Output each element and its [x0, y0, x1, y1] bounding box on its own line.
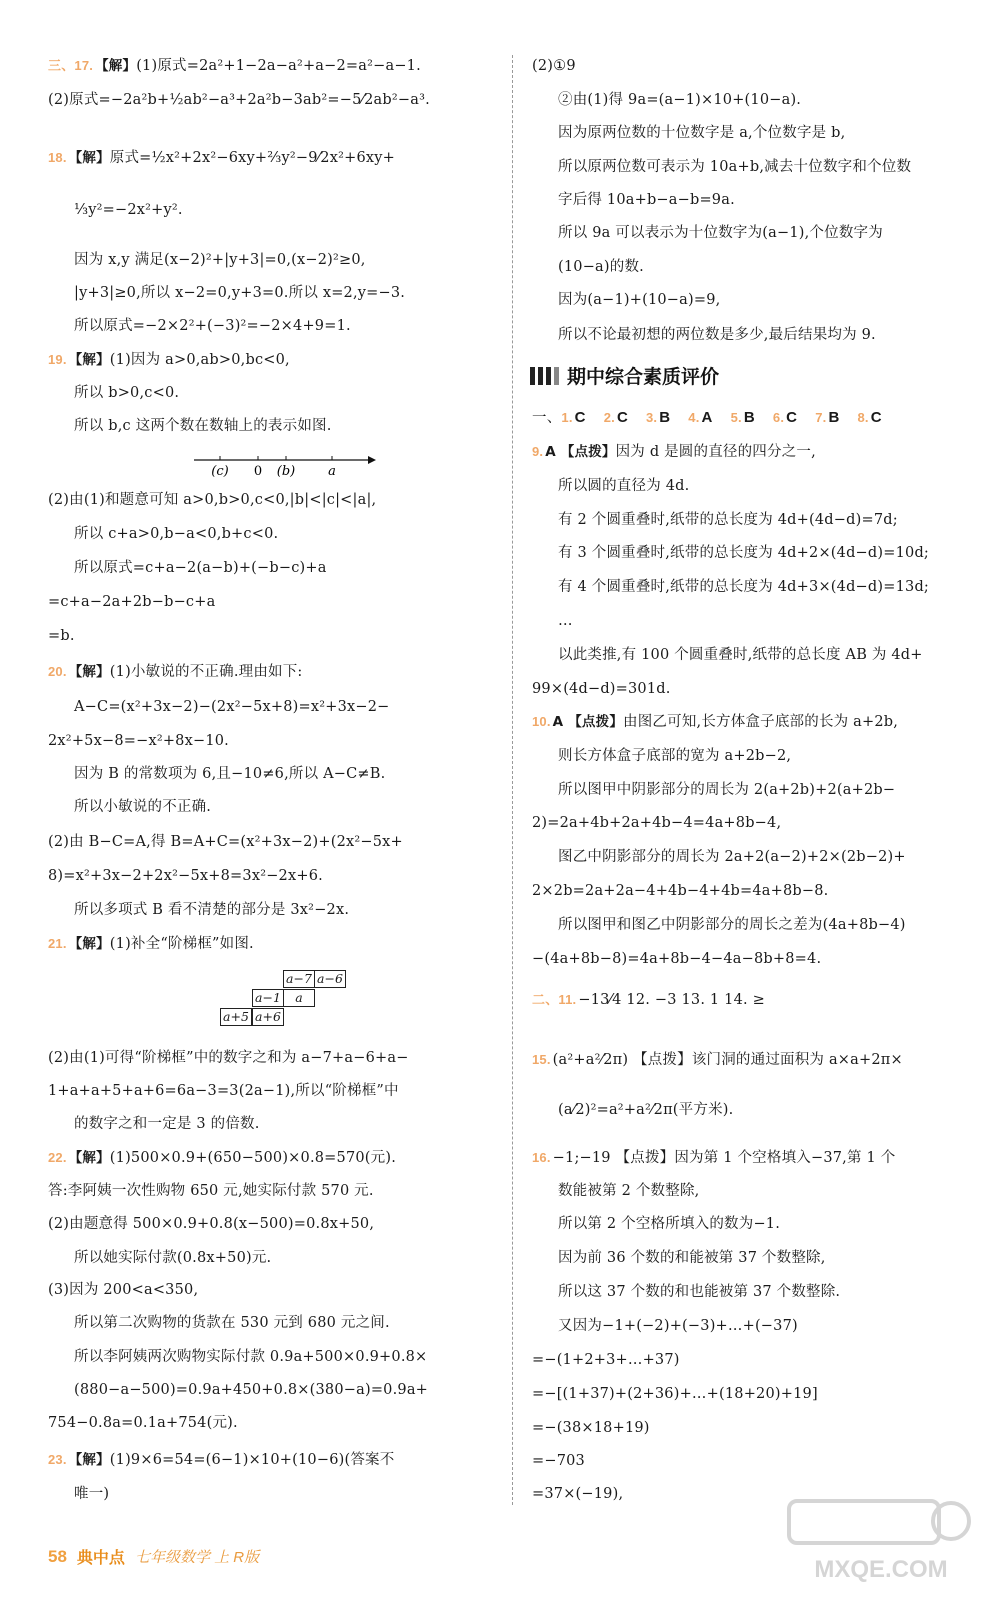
choice-answer: C — [870, 409, 882, 426]
text-line — [558, 1282, 840, 1302]
text-line — [532, 881, 828, 901]
line-text: 754−0.8a=0.1a+754(元). — [48, 1415, 238, 1431]
line-text: (a²+a²⁄2π) 【点拨】该门洞的通过面积为 a×a+2π× — [552, 1052, 903, 1068]
solution-tag: 【解】 — [68, 664, 110, 680]
watermark-text: MXQE.COM — [814, 1556, 948, 1583]
question-number: 20. — [48, 664, 67, 679]
solution-tag: 【解】 — [95, 58, 137, 74]
ladder-cell: a−7 — [283, 970, 315, 988]
text-line — [532, 1350, 680, 1370]
line-text: 所以 9a 可以表示为十位数字为(a−1),个位数字为 — [558, 225, 883, 241]
text-line — [532, 949, 821, 969]
text-line — [48, 1048, 409, 1068]
text-line — [48, 1413, 238, 1433]
solution-tag: A 【点拨】 — [552, 714, 624, 730]
text-line — [532, 1484, 623, 1504]
line-text: ⅓y²=−2x²+y². — [74, 202, 183, 218]
ladder-cell: a−6 — [314, 970, 346, 988]
text-line — [558, 290, 720, 310]
line-text: 所以 c+a>0,b−a<0,b+c<0. — [74, 526, 279, 542]
solution-tag: 【解】 — [68, 150, 110, 166]
line-text: |y+3|≥0,所以 x−2=0,y+3=0.所以 x=2,y=−3. — [74, 285, 406, 301]
line-text: 所以图甲中阴影部分的周长为 2(a+2b)+2(a+2b− — [558, 782, 896, 798]
line-text: 数能被第 2 个数整除, — [558, 1183, 700, 1199]
line-text: 图乙中阴影部分的周长为 2a+2(a−2)+2×(2b−2)+ — [558, 849, 906, 865]
line-text: =−(38×18+19) — [532, 1420, 650, 1436]
text-line — [532, 442, 816, 462]
line-text: ②由(1)得 9a=(a−1)×10+(10−a). — [558, 92, 802, 108]
line-text: (2)由(1)可得“阶梯框”中的数字之和为 a−7+a−6+a− — [48, 1050, 409, 1066]
solution-tag: A 【点拨】 — [545, 444, 616, 460]
text-line — [532, 1451, 585, 1471]
text-line — [74, 1380, 428, 1400]
line-text: 8)=x²+3x−2+2x²−5x+8=3x²−2x+6. — [48, 868, 323, 884]
question-number: 9. — [532, 444, 544, 459]
line-text: 原式=½x²+2x²−6xy+⅔y²−9⁄2x²+6xy+ — [109, 150, 395, 166]
line-text: 所以她实际付款(0.8x+50)元. — [74, 1250, 272, 1266]
page-number: 58 — [48, 1546, 67, 1566]
line-text: A−C=(x²+3x−2)−(2x²−5x+8)=x²+3x−2− — [74, 699, 390, 715]
text-line — [558, 746, 791, 766]
line-text: 因为 x,y 满足(x−2)²+|y+3|=0,(x−2)²≥0, — [74, 252, 366, 268]
line-text: (2)①9 — [532, 58, 576, 74]
text-line — [48, 1450, 394, 1470]
text-line — [48, 350, 290, 370]
line-text: (1)小敏说的不正确.理由如下: — [109, 664, 303, 680]
ladder-figure — [218, 970, 348, 1030]
question-number: 8. — [857, 410, 869, 425]
line-text: 2)=2a+4b+2a+4b−4=4a+8b−4, — [532, 815, 782, 831]
text-line — [532, 990, 765, 1010]
choice-answer: C — [574, 409, 586, 426]
section-prefix: 一、 — [532, 410, 562, 426]
line-text: (1)原式=2a²+1−2a−a²+a−2=a²−a−1. — [136, 58, 421, 74]
line-text: =37×(−19), — [532, 1486, 624, 1502]
line-text: (3)因为 200<a<350, — [48, 1282, 199, 1298]
text-line — [532, 1384, 818, 1404]
line-text: (2)由 B−C=A,得 B=A+C=(x²+3x−2)+(2x²−5x+ — [48, 834, 403, 850]
number-line-figure — [190, 452, 380, 480]
section-title — [530, 362, 719, 389]
text-line — [532, 1050, 903, 1070]
text-line — [74, 524, 278, 544]
choice-answers — [532, 408, 900, 428]
question-number: 10. — [532, 714, 551, 729]
text-line — [74, 697, 390, 717]
text-line — [532, 712, 898, 732]
text-line — [48, 1148, 396, 1168]
text-line — [532, 1148, 895, 1168]
choice-answer: B — [743, 409, 755, 426]
question-number: 5. — [730, 410, 742, 425]
choice-answer: B — [659, 409, 671, 426]
line-text: 唯一) — [74, 1486, 110, 1502]
text-line — [48, 490, 376, 510]
line-text: =−703 — [532, 1453, 585, 1469]
text-line — [558, 157, 911, 177]
text-line — [558, 510, 898, 530]
question-number: 21. — [48, 936, 67, 951]
line-text: 因为 B 的常数项为 6,且−10≠6,所以 A−C≠B. — [74, 766, 386, 782]
question-number: 15. — [532, 1052, 551, 1067]
line-text: 则长方体盒子底部的宽为 a+2b−2, — [558, 748, 792, 764]
brand-logo: 典中点 — [76, 1550, 125, 1567]
line-text: 所以 b,c 这两个数在数轴上的表示如图. — [74, 418, 332, 434]
text-line — [74, 558, 327, 578]
line-text: =c+a−2a+2b−b−c+a — [48, 594, 216, 610]
question-number: 16. — [532, 1150, 551, 1165]
question-number: 6. — [772, 410, 785, 425]
text-line — [74, 200, 183, 220]
question-number: 23. — [48, 1452, 67, 1467]
text-line — [558, 1248, 826, 1268]
text-line — [74, 1248, 271, 1268]
line-text: 答:李阿姨一次性购物 650 元,她实际付款 570 元. — [48, 1183, 374, 1199]
line-text: (10−a)的数. — [558, 259, 644, 275]
text-line — [74, 416, 332, 436]
question-number: 三、17. — [48, 58, 94, 73]
column-divider — [512, 55, 513, 1505]
text-line — [48, 731, 229, 751]
line-text: (880−a−500)=0.9a+450+0.8×(380−a)=0.9a+ — [74, 1382, 429, 1398]
page-footer — [48, 1545, 259, 1568]
line-text: 由图乙可知,长方体盒子底部的长为 a+2b, — [623, 714, 899, 730]
line-text: 所以原式=c+a−2(a−b)+(−b−c)+a — [74, 560, 327, 576]
line-text: 所以第二次购物的货款在 530 元到 680 元之间. — [74, 1315, 390, 1331]
text-line — [532, 813, 781, 833]
text-line — [558, 645, 923, 665]
section-title-text: 期中综合素质评价 — [567, 366, 720, 388]
numline-label-a: a — [328, 464, 336, 479]
text-line — [74, 1114, 260, 1134]
question-number: 1. — [561, 410, 573, 425]
line-text: 所以小敏说的不正确. — [74, 799, 212, 815]
text-line — [74, 283, 405, 303]
question-number: 二、11. — [532, 992, 577, 1007]
text-line — [48, 1081, 399, 1101]
line-text: 所以原两位数可表示为 10a+b,减去十位数字和个位数 — [558, 159, 912, 175]
text-line — [558, 611, 573, 631]
line-text: 字后得 10a+b−a−b=9a. — [558, 192, 735, 208]
text-line — [48, 866, 323, 886]
text-line — [558, 223, 883, 243]
line-text: (1)500×0.9+(650−500)×0.8=570(元). — [109, 1150, 397, 1166]
text-line — [74, 383, 179, 403]
book-title: 七年级数学 上 R版 — [134, 1549, 260, 1566]
text-line — [48, 1280, 198, 1300]
line-text: =b. — [48, 628, 75, 644]
text-line — [74, 1484, 109, 1504]
text-line — [48, 832, 403, 852]
text-line — [74, 900, 349, 920]
text-line — [48, 934, 254, 954]
numline-label-b: (b) — [276, 464, 296, 479]
question-number: 2. — [603, 410, 615, 425]
line-text: 以此类推,有 100 个圆重叠时,纸带的总长度 AB 为 4d+ — [558, 647, 923, 663]
text-line — [558, 543, 929, 563]
question-number: 19. — [48, 352, 67, 367]
text-line — [74, 764, 385, 784]
line-text: 所以圆的直径为 4d. — [558, 478, 690, 494]
text-line — [74, 250, 366, 270]
line-text: 99×(4d−d)=301d. — [532, 681, 671, 697]
line-text: =−[(1+37)+(2+36)+…+(18+20)+19] — [532, 1386, 818, 1402]
line-text: 有 2 个圆重叠时,纸带的总长度为 4d+(4d−d)=7d; — [558, 512, 898, 528]
text-line — [532, 1418, 650, 1438]
text-line — [558, 1181, 699, 1201]
text-line — [558, 257, 644, 277]
line-text: 因为(a−1)+(10−a)=9, — [558, 292, 721, 308]
text-line — [558, 577, 929, 597]
line-text: 的数字之和一定是 3 的倍数. — [74, 1116, 260, 1132]
text-line — [48, 626, 75, 646]
solution-tag: 【解】 — [68, 1452, 110, 1468]
line-text: (2)由(1)和题意可知 a>0,b>0,c<0,|b|<|c|<|a|, — [48, 492, 377, 508]
choice-answer: A — [701, 409, 713, 426]
text-line — [48, 1214, 374, 1234]
question-number: 18. — [48, 150, 67, 165]
section-bars-icon — [530, 367, 559, 385]
line-text: 所以不论最初想的两位数是多少,最后结果均为 9. — [558, 327, 876, 343]
text-line — [532, 679, 671, 699]
line-text: 有 3 个圆重叠时,纸带的总长度为 4d+2×(4d−d)=10d; — [558, 545, 930, 561]
line-text: … — [558, 613, 573, 629]
text-line — [48, 662, 303, 682]
line-text: (1)因为 a>0,ab>0,bc<0, — [109, 352, 290, 368]
text-line — [74, 1347, 427, 1367]
text-line — [48, 1181, 374, 1201]
text-line — [558, 1100, 733, 1120]
line-text: 因为 d 是圆的直径的四分之一, — [615, 444, 816, 460]
ladder-cell: a+6 — [252, 1008, 284, 1026]
question-number: 7. — [815, 410, 827, 425]
choice-answer: C — [616, 409, 628, 426]
text-line — [558, 847, 906, 867]
line-text: 所以多项式 B 看不清楚的部分是 3x²−2x. — [74, 902, 350, 918]
line-text: (1)9×6=54=(6−1)×10+(10−6)(答案不 — [109, 1452, 395, 1468]
text-line — [558, 1316, 798, 1336]
text-line — [48, 592, 215, 612]
choice-answer: B — [828, 409, 840, 426]
line-text: =−(1+2+3+…+37) — [532, 1352, 680, 1368]
question-number: 22. — [48, 1150, 67, 1165]
text-line — [48, 56, 421, 76]
text-line — [558, 123, 845, 143]
text-line — [558, 325, 876, 345]
text-line — [558, 190, 735, 210]
text-line — [48, 148, 395, 168]
line-text: −(4a+8b−8)=4a+8b−4−4a−8b+8=4. — [532, 951, 822, 967]
question-number: 4. — [688, 410, 700, 425]
line-text: 所以这 37 个数的和也能被第 37 个数整除. — [558, 1284, 841, 1300]
solution-tag: 【解】 — [68, 352, 110, 368]
line-text: 所以 b>0,c<0. — [74, 385, 180, 401]
text-line — [532, 56, 576, 76]
line-text: 因为前 36 个数的和能被第 37 个数整除, — [558, 1250, 826, 1266]
solution-tag: 【解】 — [68, 1150, 110, 1166]
line-text: 2x²+5x−8=−x²+8x−10. — [48, 733, 229, 749]
text-line — [48, 90, 430, 110]
line-text: 2×2b=2a+2a−4+4b−4+4b=4a+8b−8. — [532, 883, 829, 899]
line-text: 因为原两位数的十位数字是 a,个位数字是 b, — [558, 125, 846, 141]
line-text: 又因为−1+(−2)+(−3)+…+(−37) — [558, 1318, 798, 1334]
text-line — [558, 476, 689, 496]
ladder-cell: a — [283, 989, 315, 1007]
ladder-cell: a−1 — [252, 989, 284, 1007]
line-text: (1)补全“阶梯框”如图. — [109, 936, 254, 952]
solution-tag: 【解】 — [68, 936, 110, 952]
line-text: (2)由题意得 500×0.9+0.8(x−500)=0.8x+50, — [48, 1216, 375, 1232]
text-line — [74, 316, 351, 336]
watermark-logo — [781, 1495, 981, 1585]
line-text: 所以原式=−2×2²+(−3)²=−2×4+9=1. — [74, 318, 351, 334]
text-line — [558, 90, 801, 110]
text-line — [558, 1214, 780, 1234]
line-text: 所以第 2 个空格所填入的数为−1. — [558, 1216, 781, 1232]
text-line — [74, 797, 211, 817]
line-text: (a⁄2)²=a²+a²⁄2π(平方米). — [558, 1102, 734, 1118]
choice-answer: C — [786, 409, 798, 426]
line-text: 所以李阿姨两次购物实际付款 0.9a+500×0.9+0.8× — [74, 1349, 428, 1365]
numline-label-c: (c) — [211, 464, 229, 479]
text-line — [74, 1313, 390, 1333]
text-line — [558, 780, 895, 800]
question-number: 3. — [646, 410, 658, 425]
line-text: (2)原式=−2a²b+½ab²−a³+2a²b−3ab²=−5⁄2ab²−a³. — [48, 92, 430, 108]
text-line — [558, 915, 906, 935]
line-text: 所以图甲和图乙中阴影部分的周长之差为(4a+8b−4) — [558, 917, 906, 933]
line-text: 有 4 个圆重叠时,纸带的总长度为 4d+3×(4d−d)=13d; — [558, 579, 930, 595]
line-text: −1;−19 【点拨】因为第 1 个空格填入−37,第 1 个 — [552, 1150, 896, 1166]
line-text: 1+a+a+5+a+6=6a−3=3(2a−1),所以“阶梯框”中 — [48, 1083, 399, 1099]
ladder-cell: a+5 — [220, 1008, 252, 1026]
numline-label-zero: 0 — [253, 464, 263, 479]
line-text: −13⁄4 12. −3 13. 1 14. ≥ — [578, 992, 765, 1008]
